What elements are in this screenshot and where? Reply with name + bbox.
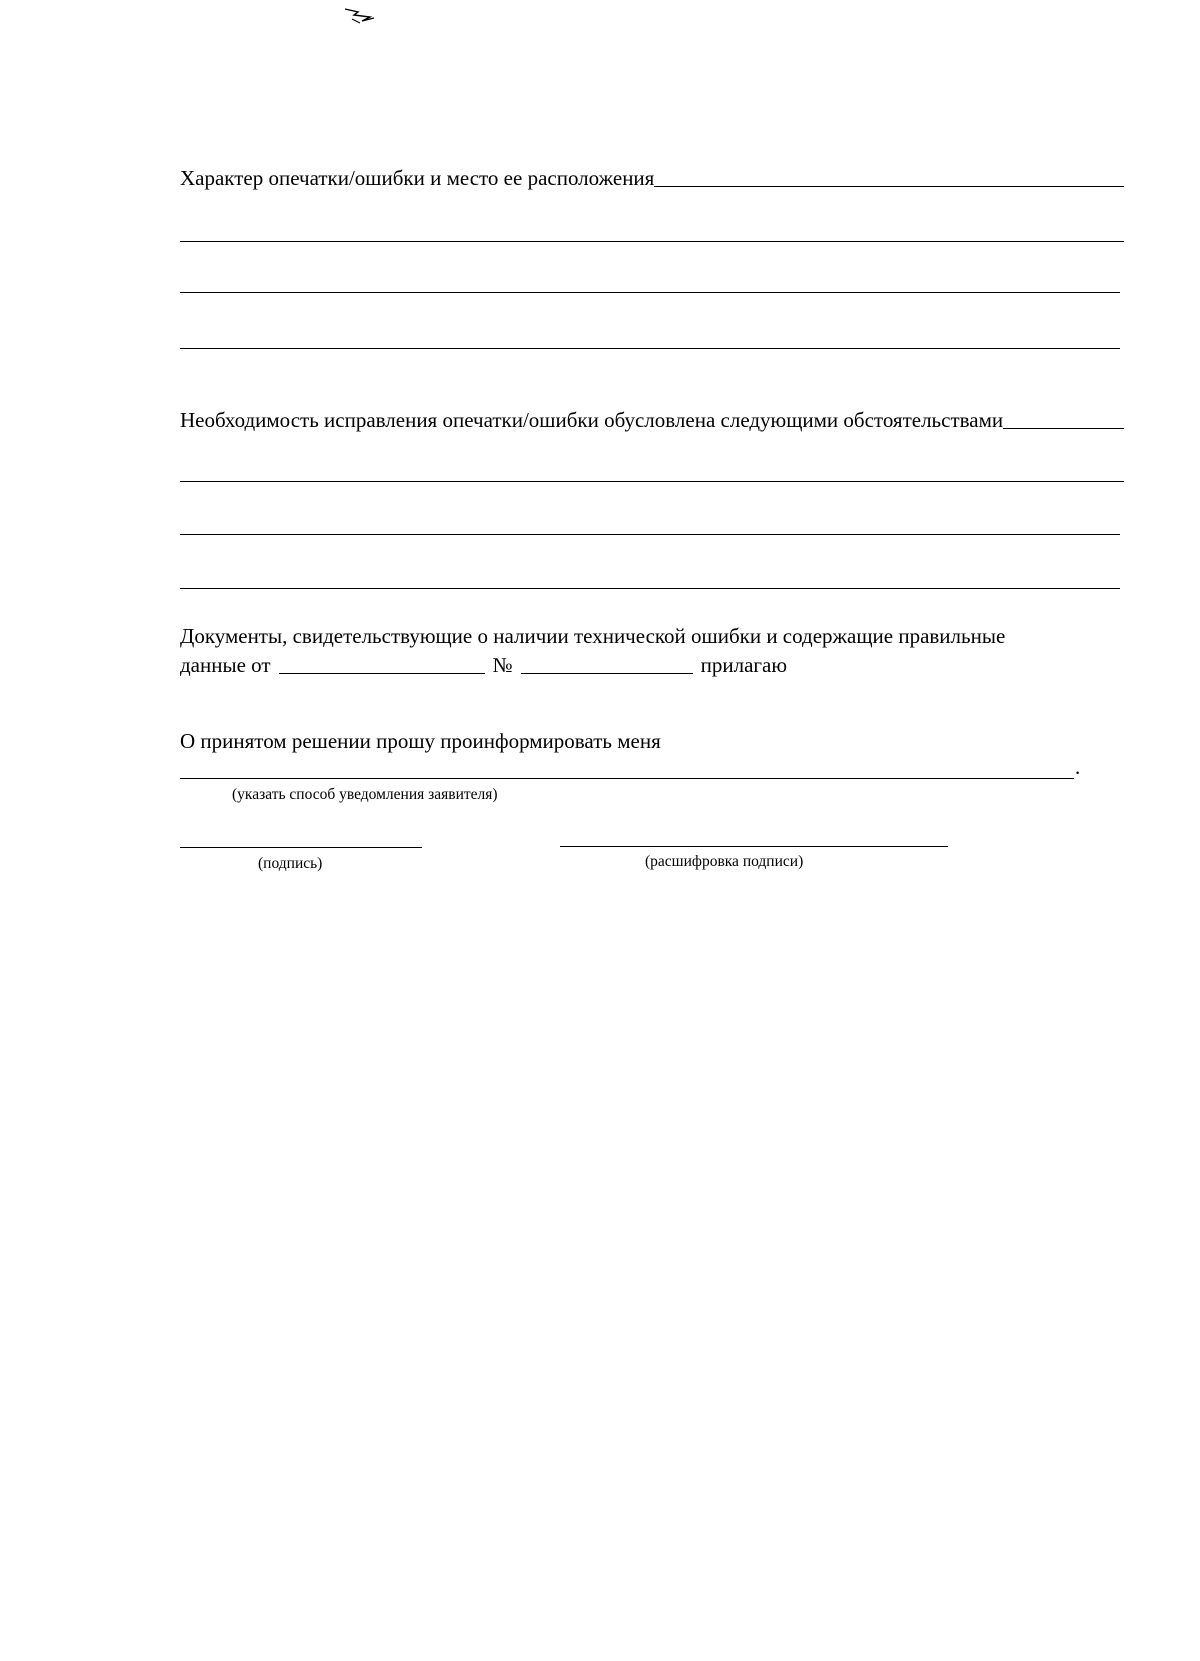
documents-line-2 [180,653,787,677]
notify-method-line[interactable] [180,778,1074,779]
documents-date-prefix: данные от [180,653,271,677]
error-nature-line-2[interactable] [180,292,1120,293]
necessity-row [180,408,1124,432]
error-nature-line-1[interactable] [180,241,1124,242]
necessity-label: Необходимость исправления опечатки/ошибки обусловлена следующими обстоятельствами [180,408,1004,432]
error-nature-line-3[interactable] [180,348,1120,349]
necessity-line-2[interactable] [180,534,1120,535]
signature-line[interactable] [180,847,422,848]
signature-decode-line[interactable] [560,846,948,847]
error-nature-row [180,166,1124,190]
signature-caption: (подпись) [258,855,323,872]
notify-end-mark: . [1075,755,1081,779]
documents-date-field[interactable] [279,655,485,674]
error-nature-field[interactable] [654,168,1124,187]
necessity-line-3[interactable] [180,588,1120,589]
documents-number-field[interactable] [521,655,693,674]
inform-row [180,729,661,753]
necessity-line-1[interactable] [180,481,1124,482]
number-sign: № [492,653,513,677]
error-nature-label: Характер опечатки/ошибки и место ее расположения [180,166,655,190]
documents-suffix: прилагаю [700,653,788,677]
documents-text: Документы, свидетельствующие о наличии технической ошибки и содержащие правильные [180,624,1006,648]
notify-method-caption: (указать способ уведомления заявителя) [232,786,498,803]
inform-label: О принятом решении прошу проинформировать меня [180,729,661,753]
documents-line-1 [180,624,1005,648]
signature-decode-caption: (расшифровка подписи) [645,853,804,870]
scan-mark [344,6,378,26]
necessity-field[interactable] [1003,410,1124,429]
